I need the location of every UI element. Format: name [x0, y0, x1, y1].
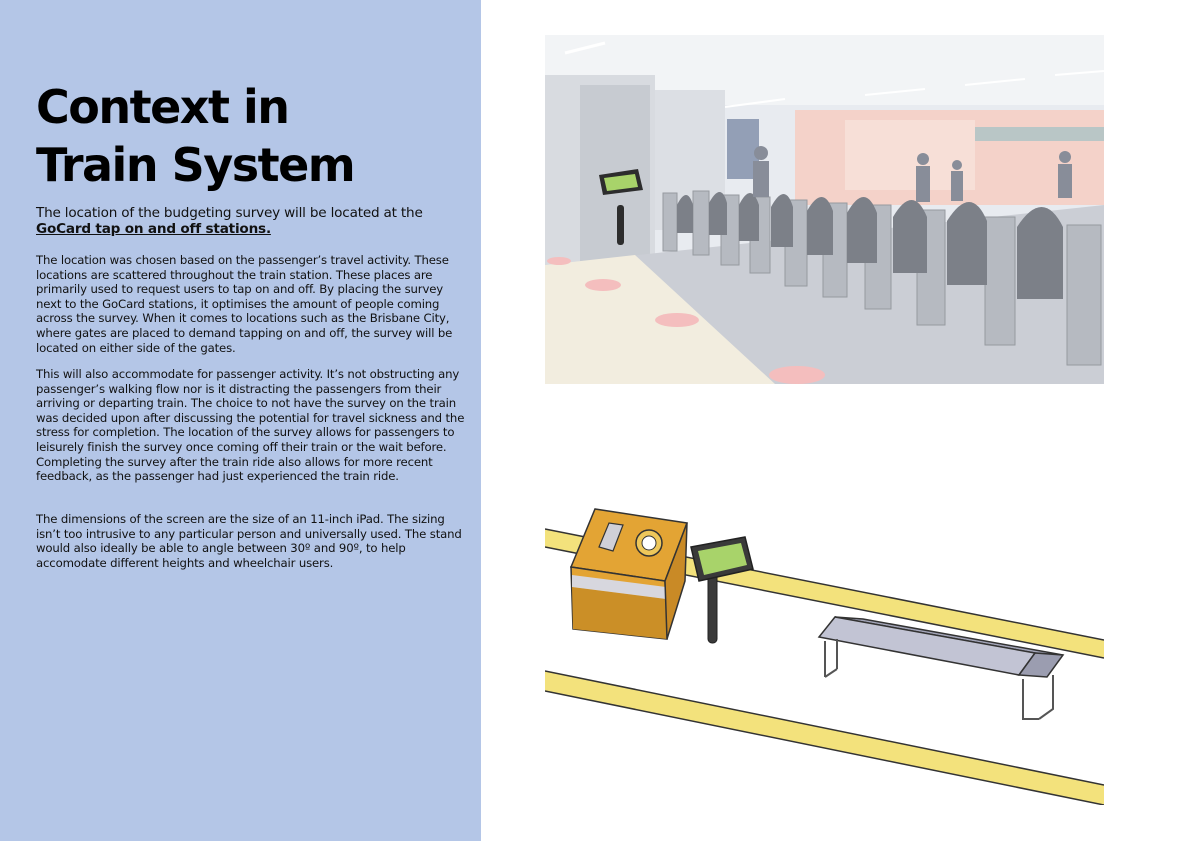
paragraph-passenger-activity: This will also accommodate for passenger activity. It’s not obstructing any passenger’s walking flow nor is it distracting the passengers from their arriving or departing train. The choice to not have the survey on the train was decided upon after discussing the potential for travel sickness and the stress for completion. The location of the survey allows for passengers to leisurely finish the survey once coming off their train or the wait before. Completing the survey after the train ride also allows for more recent feedback, as the passenger had just experienced the train ride.: [36, 367, 465, 484]
page-title: [36, 78, 354, 194]
paragraph-dimensions: The dimensions of the screen are the size of an 11-inch iPad. The sizing isn’t too intrusive to any particular person and universally used. The stand would also ideally be able to angle between 30º and 90º, to help accomodate different heights and wheelchair users.: [36, 512, 462, 570]
station-gates-photo: [545, 35, 1104, 384]
platform-illustration: [545, 495, 1104, 805]
paragraph-location: The location was chosen based on the passenger’s travel activity. These locations are scattered throughout the train station. These places are primarily used to request users to tap on and off. By placing the survey next to the GoCard stations, it optimises the amount of people coming across the survey. When it comes to locations such as the Brisbane City, where gates are placed to demand tapping on and off, the survey will be located on either side of the gates.: [36, 253, 453, 355]
title-line-2: Train System: [36, 138, 355, 192]
lead-emphasis: GoCard tap on and off stations.: [36, 221, 271, 237]
title-line-1: Context in: [36, 80, 289, 134]
lead-sentence: The location of the budgeting survey will be located at the: [36, 205, 423, 221]
gocard-machine-icon: [571, 509, 687, 639]
lead-text: [36, 205, 466, 237]
